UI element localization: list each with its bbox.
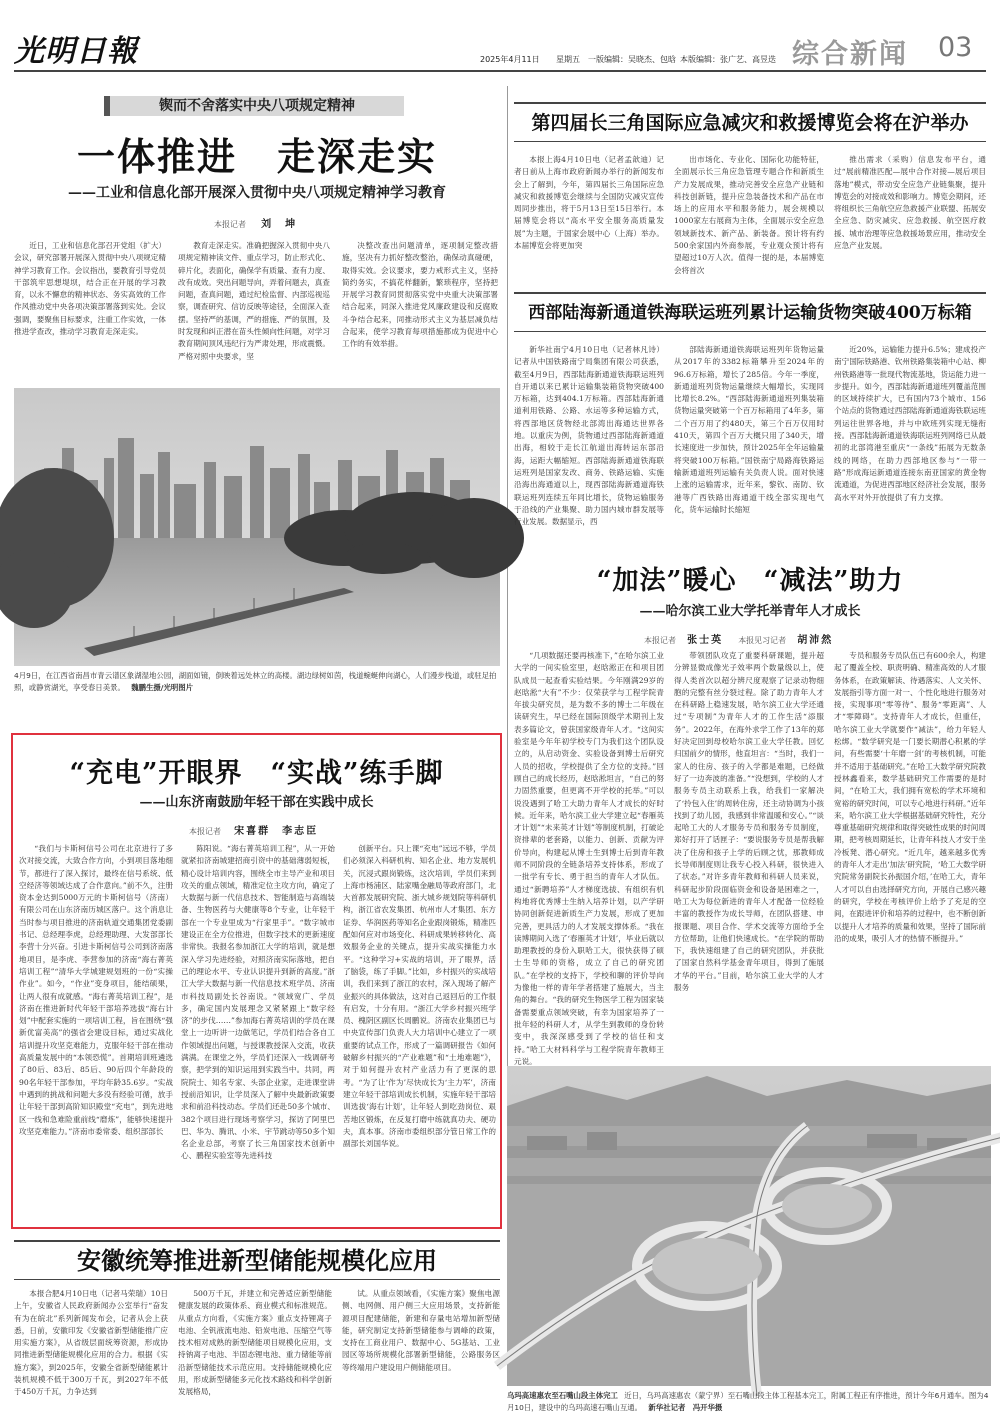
article-anhui <box>14 1240 500 1412</box>
body-col-3: 推出需求（采购）信息发布平台，通过“展前精准匹配—展中合作对接—展后项目落地”模式，带动安全应急产业链集聚，提升博览会的对接成效和影响力。博览会期间，还将组织长三角航空应急救援产业联盟、拓展安全应急、防灾减灾、应急救援、航空医疗救援、城市治理等应急救援场景应用，推动安全应急产业发展。 <box>834 155 986 251</box>
body-col-2: 出市场化、专业化、国际化功能特征，全面展示长三角应急管理专题合作和新质生产力发展成果，推动完善安全应急产业链和科技创新链，提升应急装备技术和产品在市场上的应用水平和服务能力，展会规模以1000家左右展商为主体，全面展示安全应急领域新技术、新产品、新装备。预计将有约500余家国内外商参展，专业观众预计将有望超过10万人次。值得一提的是，本届博览会将首次 <box>674 155 824 275</box>
headline: “加法”暖心 “减法”助力 <box>596 566 904 596</box>
masthead <box>0 0 1000 80</box>
headline-box <box>514 292 986 332</box>
headline: 第四届长三角国际应急减灾和救援博览会将在沪举办 <box>531 112 969 134</box>
subheadline: ——哈尔滨工业大学托举青年人才成长 <box>639 604 861 619</box>
subheadline: ——工业和信息化部开展深入贯彻中央八项规定精神学习教育 <box>68 185 446 201</box>
highway-photo-caption <box>507 1390 991 1413</box>
body-col-1: “我们与卡斯柯信号公司在北京进行了多次对接交流，大致合作方向，小到项目落地细节，都进行了深入探讨，最终在信号系统、低空经济等领域达成了合作意向。”前不久，注册资本金达到5000万元的卡斯柯信号（济南）有限公司在山东济南历城区落户。这个消息让当时参与项目推进的济南轨道交通集团党委副书记、总经理李虎，总经理助理、大发部部长李营十分兴奋。引进卡斯柯信号公司到济南落地项目，是李虎、李营参加的济南“海右菁英培训工程”“清华大学城建规划班的一份“实操作业”。如今，“作业”变身项目，能结硕果，让两人很有成就感。“海右菁英培训工程”，是济南在推进新时代年轻干部培养选拔“海右计划”中配套实施的一项培训工程，旨在围绕“强新优富美高”的强省会建设目标，通过实战化培训提升攻坚克难能力，克服年轻干部在推动高质量发展中的“本领恐慌”。首期培训班遴选了80后、83后、85后、90后四个年龄段的90名年轻干部参加，平均年龄35.6岁。“实战中遇到的挑战和问题大多没有经验可循，放手让年轻干部到高阶知识殿堂“充电”，到先进地区一线和急难险重前线“磨炼”，能够快速提升攻坚克难能力。”济南市委常委、组织部部长 <box>19 844 173 1136</box>
highway-caption-credit: 新华社记者 冯开华摄 <box>648 1402 723 1412</box>
article-expo <box>514 86 986 292</box>
body-col-3: 决整改查出问题清单，逐项制定整改措施，坚决有力抓好整改整治，确保动真碰硬，取得实效。会议要求，要力戒形式主义，坚持简约务实，不搞花样翻新，繁琐程序，坚持把开展学习教育同贯彻落实党中央重大决策部署结合起来，同深入推进党风廉政建设和反腐败斗争结合起来，同推动形式主义为基层减负结合起来，使学习教育每项措施都成为促进中心工作的有效举措。 <box>342 241 498 349</box>
byline-name: 宋喜群 李志臣 <box>234 826 319 837</box>
body-col-1: “几项数据还要再核准下，”在哈尔滨工业大学的一间实验室里，赵晗淞正在和项目团队成员一起查看实验结果。今年刚满29岁的赵晗淞“大有”不少：仅荣获学与工程学院青年拔尖研究员，是为数不多的博士二年级在读研究生，早已经在国际顶级学术期刊上发表多篇论文，曾获国家级青年人才。“这间实验室是今年年初学校专门为我们这个团队设立的，从启动资金、实验设备到博士后研究人员的招收，学校提供了全方位的支持。”回顾自己的成长经历，赵晗淞坦言，“自己的努力固然重要，但更离不开学校的托举。”可以说没遇到了哈工大助力青年人才成长的好时候。近年来，哈尔滨工业大学建立起“春雁英才计划”“未来英才计划”等制度机制，打破论资排辈的老套路，以能力、创新、贡献为评价导向，构建起从博士生到博士后到青年教师不同阶段的全链条培养支持体系，形成了一批学有专长、勇于担当的青年人才队伍。通过“新聘培养”人才梯度选拔、有组织有机构地将优秀博士生纳入培养计划，以产学研协同创新促进新质生产力发展，形成了更加完善，更具活力的人才发展支撑体系。“我在读博期间入选了‘春雁英才计划’，毕业后就以助理教授的身份入职哈工大，很快获得了硕士生导师的资格，成立了自己的研究团队。”在学校的支持下，学校和聊的评价导向为像他一样的青年学者搭建了施展大，当主角的舞台。“我的研究生物医学工程为国家装备需要重点领域突破，有幸为国家培养了一批年轻的科研人才，从学生到教师的身份转变中，我深深感受到了学校的信任和支持。”哈工大材料科学与工程学院青年教师王元说。 <box>514 651 664 1066</box>
body-col-1: 新华社南宁4月10日电（记者林凡诗）记者从中国铁路南宁局集团有限公司获悉，截至4月9日，西部陆海新通道铁海联运班列自开通以来已累计运输集装箱货物突破400万标箱，达到404.1万标箱。西部陆海新通道利用铁路、公路、水运等多种运输方式，将西部地区货物经北部湾出海通达世界各地。以重庆为例，货物通过西部陆海新通道出海，相较于走长江航道出海转运东部沿海，运距大幅缩短。西部陆海新通道铁海联运班列是国家发改、商务、铁路运输、实施沿海出海通道以上，现西部陆海新通道海铁联运班列连续五年同比增长，货物运输服务于沿线的产业集聚、助力国内城市群发展等行业发展。数据显示，西 <box>514 345 664 527</box>
byline-label: 本报记者 <box>644 636 676 645</box>
lake-photo <box>14 388 500 666</box>
body-col-3: 创新平台。只上课“充电”远远不够，学员们必须深入科研机构、知名企业、地方发展机关，沉浸式跟岗锻炼，这次培训，学员们来到上海市杨浦区、陆家嘴金融局等政府部门，北大首都发展研究院、浙大城乡规划院等科研机构，浙江省农发集团、杭州市人才集团、东方证券、华润医药等知名企业跟岗锻炼，精准匹配如何应对市场变化、科研成果转移转化、高效服务企业的关键点，提升实战实操能力水平。“这种学习+实战的培训，开了眼界，活了脑袋，练了手脚。”比如，乡村振兴的实战培训，我们来到了浙江的农村，深入现场了解产业振兴的具体做法，这对自己返回后的工作很有启发，十分有用。“浙江大学乡村振兴班学员、槐阴区副区长周鹏说。济南农业集团已与中央宣传部门负责人大力培训中心建立了一项重要的试点工作，形成了一篇调研报告《如何破解乡村振兴的“产业难题”和“土地难题”》，对于如何提升农村产业活力有了更深的思考。“为了让‘作为’尽快成长为‘主力军’，济南建立年轻干部培训成长机制，实施年轻干部培训选拔‘海右计划’，让年轻人到吃劲岗位、艰苦地区锻炼，在反复打磨中练就真功夫、硬功夫，真本事。济南市委组织部分管日常工作的副部长刘国华说。 <box>343 844 496 1149</box>
issue-date: 2025年4月11日 <box>480 55 540 64</box>
kicker-banner <box>104 96 404 116</box>
byline-label: 本报记者 <box>214 220 246 229</box>
subheadline: ——山东济南鼓励年轻干部在实践中成长 <box>139 795 374 810</box>
newspaper-logo: 光明日報 <box>14 34 138 69</box>
headline: 安徽统筹推进新型储能规模化应用 <box>77 1246 437 1275</box>
lake-photo-image <box>14 388 500 666</box>
highway-photo-image <box>507 1066 991 1386</box>
masthead-rule <box>14 70 986 72</box>
headline: “充电”开眼界 “实战”练手脚 <box>69 758 444 789</box>
byline <box>189 819 318 838</box>
headline: 西部陆海新通道铁海联运班列累计运输货物突破400万标箱 <box>528 303 972 323</box>
column-divider <box>507 86 508 1234</box>
body-col-1: 本报上海4月10日电（记者孟歆迪）记者日前从上海市政府新闻办举行的新闻发布会上了解到，今年，第四届长三角国际应急减灾和救援博览会继续与全国防灾减灾宣传周同步推出，将于5月13日至15日举行。本届博览会将以“高水平安全服务高质量发展”为主题，于国家会展中心（上海）举办。本届博览会将更加突 <box>514 155 664 251</box>
highway-photo <box>507 1066 991 1386</box>
byline <box>644 628 833 647</box>
headline-box <box>14 1240 500 1280</box>
body-col-3: 专员和服务专员队伍已有600余人，构建起了覆盖全校、职责明确、精准高效的人才服务体系，在政策解读、待遇落实、人文关怀、发展指引等方面一对一、个性化地进行服务对接，实现事项“零等待”、服务“零距离”、人才“零障碍”。支持青年人才成长，但重任，哈尔滨工业大学就要作“减法”，给力年轻人松绑。“数学研究是一门要长期潜心积累的学问，有些需要‘十年磨一剑’的考核机制，可能并不适用于基础研究。”在哈工大数学研究院教授林鑫看来，数学基础研究工作需要的是时间，“在哈工大，我们拥有宽松的学术环境和宽裕的研究时间，可以专心地进行科研。”近年来，哈尔滨工业大学根据基础研究特性，充分尊重基础研究规律和取得突破性成果的时间周期，把考核周期延长，让青年科技人才安于坐冷板凳、潜心研究。“近几年，越来越多优秀的青年人才走出‘加法’研究院，‘哈工大数学研究院常务副院长孙振国介绍，’在哈工大，青年人才可以自由选择研究方向，开展自己感兴趣的研究，学校在考核评价上给予了充足的空间，在跟进评价和培养的过程中，也不断创新以提升人才培养的质量和效果，坚持了国际前沿的成果，吸引人才的热情不断提升。” <box>834 651 986 943</box>
section-title: 综合新闻 <box>792 39 908 70</box>
body-col-3: 试。从重点领域看，《实施方案》聚焦电源侧、电网侧、用户侧三大应用场景，支持新能源项目配建储能，新建和存量电站增加新型储能，研究制定支持新型储能参与调峰的政策，支持在工商业用户、数据中心、5G基站、工业园区等场所规模化部署新型储能，公路服务区等终端用户建设用户侧储能项目。 <box>342 1289 500 1372</box>
byline-label: 本报记者 <box>189 827 221 836</box>
page-editors: 本版编辑：张广艺、高昱迭 <box>680 55 776 64</box>
highway-caption-text: 近日，乌玛高速惠农（蒙宁界）至石嘴山段主体工程基本完工，附属工程正有序推进，预计今年6月通车。图为4月10日，建设中的乌玛高速石嘴山互通。 <box>507 1391 989 1412</box>
article-ministry <box>14 88 500 388</box>
byline-name: 张士英 <box>687 635 724 646</box>
kicker-text: 锲而不舍落实中央八项规定精神 <box>159 98 355 114</box>
body-col-2: 带领团队攻克了重要科研课题，提升超分辨显微成像光子效率两个数量级以上，使得人类首次以超分辨尺度观察了记录动物细胞的完整有丝分裂过程。除了助力青年人才在科研路上稳速发展，哈尔滨工业大学还通过“专项制”为青年人才的工作生活“添服务”。2022年，在海外求学工作了13年的郑好决定回到母校哈尔滨工业大学任教。回忆归国前夕的情形，他直坦言：“当时，我们一家人的住房、孩子的入学都是难题，已经做好了一边奔波的准备。”“没想到，学校的人才服务专员主动联系上我，给我们一家解决了‘拎包入住’的周转住房，还主动协调为小孩找到了幼儿园，我感到非常温暖和安心。”“谈起哈工大的人才服务专员和服务专员制度，郑好打开了话匣子：“要说服务专员是帮我解决了住房和孩子上学的后顾之忧，那教师成长导师制度则让我专心投入科研，很快进入了状态。”对许多青年教师和科研人员来说，科研起步阶段面临资金和设备是困难之一，哈工大为每位新进的青年人才配备一位经验丰富的教授作为成长导师，在团队搭建、申报课题、项目合作、学术交流等方面给予全方位帮助，让他们快速成长。“在学院的帮助下，我快速组建了自己的研究团队，并获批了国家自然科学基金青年项目，得到了施展才华的平台。”目前，哈尔滨工业大学的人才服务 <box>674 651 824 993</box>
article-jinan-box <box>11 733 502 1229</box>
byline <box>214 212 297 231</box>
body-col-2: 教育走深走实。准确把握深入贯彻中央八项规定精神读文件、重点学习，防止形式化、碎片化，表面化，确保学有质量、查有力度、改有成效。突出问题导向，弄着问题去，真查问题，查真问题，通过纪检监督、内部巡视巡察，调查研究、信访反映等途径，全面深入查摆。坚持严的基调，严的措施、严的氛围，及时发现和纠正潜在苗头性倾向性问题，对学习教育期间顶风违纪行为严肃处理，形成震慑。严格对照中央要求，坚 <box>178 241 330 361</box>
issue-weekday: 星期五 <box>556 55 580 64</box>
byline-name: 刘 坤 <box>261 219 298 230</box>
body-col-2: 500万千瓦，并建立和完善适应新型储能健康发展的政策体系、商业模式和标准规范。从重点方向看，《实施方案》重点支持锂离子电池、全钒液流电池、铅炭电池、压缩空气等技术相对成熟的新型储能项目规模化应用，支持钠离子电池、半固态锂电池、重力储能等前沿新型储能技术示范应用。支持储能规模化应用，形成新型储能多元化技术路线和科学创新发展格局， <box>178 1289 332 1397</box>
front-editors: 一版编辑：吴晓杰、包晗 <box>588 55 676 64</box>
body-col-1: 近日，工业和信息化部召开党组（扩大）会议，研究部署开展深入贯彻中央八项规定精神学习教育工作。会议指出，要教育引导党员干部筑牢思想堤坝，结合正在开展的学习教育，以永不懈怠的精神状态、务实高效的工作作风推动党中央各项决策部署落到实处。会议强调，要聚焦目标要求，注重工作实效，一体推进学查改，推动学习教育走深走实。 <box>14 241 166 337</box>
article-harbin <box>514 548 986 1066</box>
lake-caption-text: 4月9日，在江西省南昌市青云谱区象湖湿地公园，湖面如镜，倒映着远处林立的高楼。湖边绿树如茵，栈道蜿蜒伸向湖心，人们漫步栈道，或驻足拍照，或静赏湖光，享受春日美景。 <box>14 671 497 692</box>
body-col-3: 近20%，运输能力提升6.5%；建成投产南宁国际铁路港、钦州铁路集装箱中心站、柳州铁路港等一批现代物流基地，货运能力进一步提升。如今，西部陆海新通道班列覆盖范围的区域持续扩大，已有国内73个城市、156个站点的货物通过西部陆海新通道海铁联运班列运往世界各地，并与中欧班列实现无缝衔接。西部陆海新通道铁海联运班列网络已从最初的北部湾港至重庆“一条线”拓展为无数条线的网络，在助力西部地区参与“一带一路”形成海运新通道连接东南亚国家的黄金物流通道，为促进西部地区经济社会发展，服务高水平对外开放提供了有力支撑。 <box>834 345 986 502</box>
body-col-2: 陈阳说。“海右菁英培训工程”，从一开始就紧扣济南城建招商引资中的基础薄弱短板，精心设计培训内容，围绕全市主导产业和项目攻关的重点领域，精准定位主攻方向，确定了大数据与新一代信息技术、智能制造与高端装备、生物医药与大健康等8个专业，让年轻干部在一个专业里成为“行家里手”。“数字城市建设正在全方位推进，但数字技术的更新速度非常快。我报名参加浙江大学的培训，就是想深入学习先进经验，对照济南实际落地，把自己的理论水平、专业认识提升到新的高度。”浙江大学大数据与新一代信息技术班学员、济南市科技局副处长谷南说。“领域宽广、学员多，确定国内发展理念又紧紧跟上“数字经济”的步伐……”参加海右菁英培训的学员在课堂上一边听讲一边做笔记，学员们结合各自工作领域提出问题，与授课教授深入交流，收获满满。在课堂之外，学员们还深入一线调研考察，把学到的知识运用到实践当中。共同，两院院士、知名专家、头部企业家，走进课堂讲授前沿知识，让学员深入了解中央最新政策要求和前沿科技动态。学员们还赴50多个城市、382个项目进行现场考察学习，探访了阿里巴巴、华为、腾讯、小米、宇节跳动等50多个知名企业总部，考察了长三角国家技术创新中心、鹏程实验室等先进科技 <box>181 844 335 1161</box>
body-col-2: 部陆海新通道铁海联运班列年货物运量从2017年的3382标箱攀升至2024年的96.6万标箱，增长了285倍。今年一季度，新通道班列货物运量继续大幅增长，实现同比增长8.2%。“西部陆海新通道班列集装箱货物运量突破第一个百万标箱用了4年多，第二个百万用了约480天，第三个百万仅用时410天，第四个百万大概只用了340天，增长速度进一步加快，预计2025年全年运输量将突破100万标箱。”国铁南宁局路海铁路运输新通道班列运输有关负责人说。面对快速上涨的运输需求，近年来，黎钦、南防、钦港等广西铁路出海通道干线全部实现电气化，货车运输时长缩短 <box>674 345 824 514</box>
lake-photo-caption <box>14 670 500 693</box>
lake-caption-credit: 魏鹏生摄/光明图片 <box>131 682 194 692</box>
body-col-1: 本报合肥4月10日电（记者马荣瑞）10日上午，安徽省人民政府新闻办公室举行“奋发有为在皖北”系列新闻发布会，记者从会上获悉，日前，安徽印发《安徽省新型储能推广应用实施方案》，从省级层面统筹资源，形成协同推进新型储能规模化应用的合力。根据《实施方案》，到2025年，安徽全省新型储能累计装机规模不低于300万千瓦，到2027年不低于450万千瓦，力争达到 <box>14 1289 168 1397</box>
headline: 一体推进 走深走实 <box>76 134 437 179</box>
page-number: 03 <box>938 32 973 63</box>
byline-name-2: 胡沛然 <box>797 635 834 646</box>
article-rail <box>514 292 986 540</box>
highway-caption-title: 乌玛高速惠农至石嘴山段主体完工 <box>507 1391 618 1400</box>
byline-label-2: 本报见习记者 <box>738 636 787 645</box>
headline-box <box>514 102 986 142</box>
